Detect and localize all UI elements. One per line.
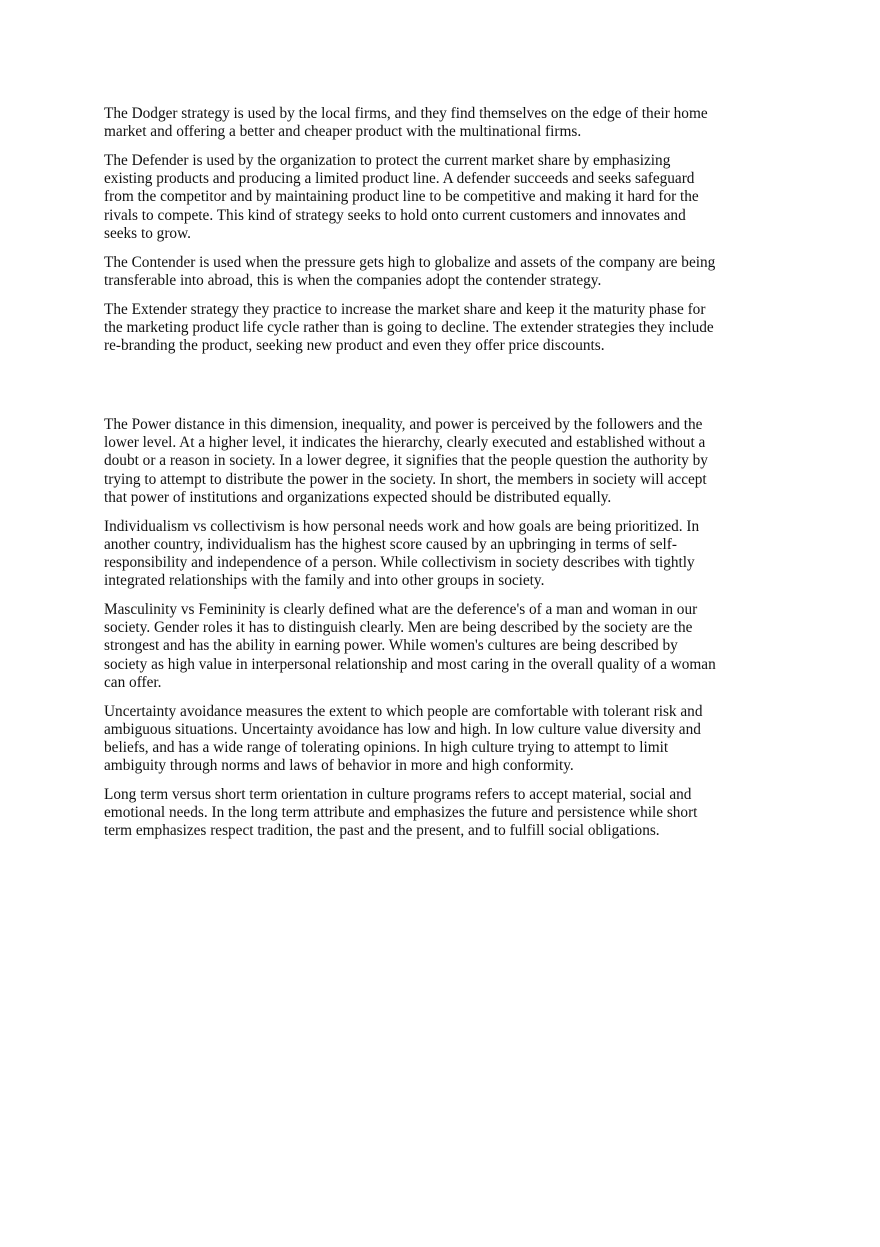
cultural-dimensions-section bbox=[104, 416, 722, 851]
paragraph-dodger-strategy: The Dodger strategy is used by the local firms, and they find themselves on the edge of their home market and offering a better and cheaper product with the multinational firms. bbox=[104, 105, 708, 141]
paragraph-power-distance: The Power distance in this dimension, inequality, and power is perceived by the followers and the lower level. At a higher level, it indicates the hierarchy, clearly executed and established without a doubt or a reason in society. In a lower degree, it signifies that the people question the authority by trying to attempt to distribute the power in the society. In short, the members in society will accept that power of institutions and organizations expected should be distributed equally. bbox=[104, 416, 708, 506]
paragraph-defender-strategy: The Defender is used by the organization to protect the current market share by emphasizing existing products and producing a limited product line. A defender succeeds and seeks safeguard from the competitor and by maintaining product line to be competitive and making it hard for the rivals to compete. This kind of strategy seeks to hold onto current customers and innovates and seeks to grow. bbox=[104, 152, 699, 242]
paragraph-extender-strategy: The Extender strategy they practice to increase the market share and keep it the maturity phase for the marketing product life cycle rather than is going to decline. The extender strategies they include re-branding the product, seeking new product and even they offer price discounts. bbox=[104, 300, 714, 355]
paragraph-masculinity: Masculinity vs Femininity is clearly defined what are the deference's of a man and woman in our society. Gender roles it has to distinguish clearly. Men are being described by the society are the strongest and has the ability in earning power. While women's cultures are being described by society as high value in interpersonal relationship and most caring in the overall quality of a woman can offer. bbox=[104, 601, 716, 691]
paragraph-uncertainty-avoidance: Uncertainty avoidance measures the extent to which people are comfortable with tolerant risk and ambiguous situations. Uncertainty avoidance has low and high. In low culture value diversity and beliefs, and has a wide range of tolerating opinions. In high culture trying to attempt to limit ambiguity through norms and laws of behavior in more and high conformity. bbox=[104, 702, 703, 775]
paragraph-individualism: Individualism vs collectivism is how personal needs work and how goals are being prioritized. In another country, individualism has the highest score caused by an upbringing in terms of self-responsibility and independence of a person. While collectivism in society describes with tightly integrated relationships with the family and into other groups in society. bbox=[104, 517, 700, 590]
paragraph-long-term-orientation: Long term versus short term orientation in culture programs refers to accept material, social and emotional needs. In the long term attribute and emphasizes the future and persistence while short term emphasizes respect tradition, the past and the present, and to fulfill social obligations. bbox=[104, 786, 698, 840]
paragraph-contender-strategy: The Contender is used when the pressure gets high to globalize and assets of the company are being transferable into abroad, this is when the companies adopt the contender strategy. bbox=[104, 253, 716, 289]
strategies-section bbox=[104, 105, 722, 366]
